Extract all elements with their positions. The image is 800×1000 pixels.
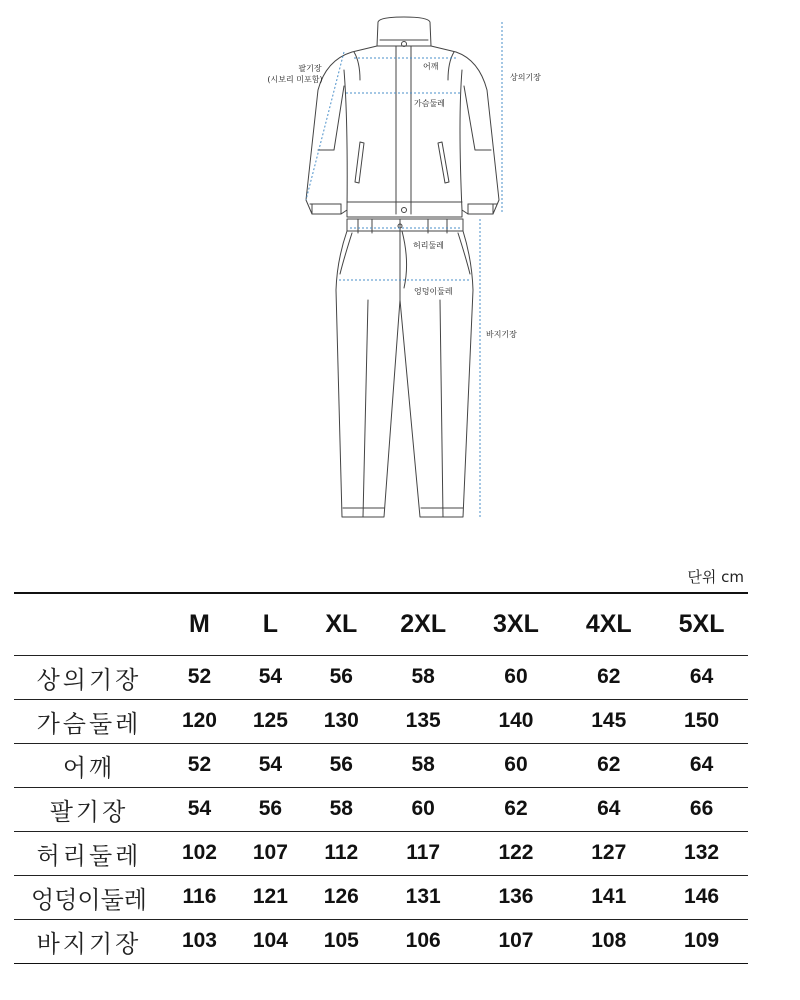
table-row [14, 919, 748, 963]
table-cell: 54 [258, 665, 283, 688]
jacket-pocket-left [355, 142, 364, 183]
size-col-xl: XL [325, 609, 358, 638]
table-cell: 108 [591, 929, 627, 952]
table-cell: 62 [597, 753, 621, 776]
table-cell: 127 [591, 841, 627, 864]
table-row [14, 743, 748, 787]
table-row [14, 831, 748, 875]
unit-label: 단위 cm [687, 568, 744, 586]
pants-left-leg [336, 231, 400, 517]
table-cell: 120 [181, 709, 217, 732]
table-cell: 58 [411, 753, 435, 776]
table-cell: 60 [411, 797, 435, 820]
size-col-2xl: 2XL [400, 609, 447, 638]
row-label: 바지기장 [36, 929, 142, 958]
table-cell: 140 [498, 709, 534, 732]
table-cell: 64 [689, 665, 714, 688]
table-cell: 58 [329, 797, 353, 820]
table-cell: 60 [504, 753, 528, 776]
row-label: 상의기장 [36, 665, 142, 694]
table-cell: 135 [405, 709, 441, 732]
label-hip: 엉덩이둘레 [414, 287, 453, 296]
table-cell: 52 [187, 753, 212, 776]
table-corner [14, 593, 164, 655]
table-cell: 60 [504, 665, 528, 688]
jacket-zipper [396, 46, 411, 214]
label-top-length: 상의기장 [510, 73, 541, 82]
jacket-pocket-right [438, 142, 449, 183]
table-cell: 136 [498, 885, 534, 908]
table-cell: 56 [258, 797, 283, 820]
pants-waistband [347, 219, 463, 231]
table-cell: 62 [597, 665, 621, 688]
size-table [14, 592, 748, 964]
label-chest: 가슴둘레 [414, 99, 445, 108]
table-cell: 130 [323, 709, 359, 732]
label-waist: 허리둘레 [413, 241, 444, 250]
size-col-3xl: 3XL [493, 609, 539, 638]
table-row [14, 655, 748, 699]
table-cell: 150 [684, 709, 720, 732]
table-cell: 107 [252, 841, 288, 864]
table-cell: 54 [258, 753, 283, 776]
row-label: 가슴둘레 [36, 709, 142, 738]
table-cell: 122 [498, 841, 534, 864]
row-label: 어깨 [62, 753, 116, 782]
table-row [14, 787, 748, 831]
table-cell: 109 [684, 929, 720, 952]
table-cell: 126 [323, 885, 359, 908]
size-col-m: M [189, 609, 210, 638]
table-cell: 105 [323, 929, 359, 952]
table-cell: 107 [498, 929, 534, 952]
table-cell: 62 [504, 797, 528, 820]
table-cell: 104 [252, 929, 288, 952]
label-sleeve: 팔기장 [298, 64, 322, 73]
table-cell: 56 [329, 665, 353, 688]
label-sleeve-note: (시보리 미포함) [267, 75, 323, 84]
table-cell: 131 [405, 885, 441, 908]
table-cell: 52 [187, 665, 212, 688]
table-cell: 112 [324, 841, 359, 864]
size-col-5xl: 5XL [678, 609, 725, 638]
table-cell: 125 [252, 709, 288, 732]
table-cell: 106 [405, 929, 441, 952]
label-pants-length: 바지기장 [486, 330, 517, 339]
table-row [14, 875, 748, 919]
table-cell: 56 [329, 753, 353, 776]
table-cell: 145 [591, 709, 627, 732]
size-col-l: L [262, 609, 279, 638]
table-row [14, 699, 748, 743]
table-cell: 132 [684, 841, 720, 864]
table-cell: 66 [689, 797, 714, 820]
table-cell: 64 [597, 797, 621, 820]
size-col-4xl: 4XL [585, 609, 632, 638]
table-cell: 146 [684, 885, 720, 908]
table-cell: 103 [181, 929, 217, 952]
size-header-row [14, 593, 748, 655]
pants-right-leg [400, 231, 473, 517]
table-cell: 117 [406, 841, 441, 864]
table-cell: 58 [411, 665, 435, 688]
table-cell: 116 [182, 885, 217, 908]
table-cell: 102 [181, 841, 217, 864]
row-label: 엉덩이둘레 [31, 885, 147, 914]
row-label: 허리둘레 [36, 841, 142, 870]
row-label: 팔기장 [49, 797, 129, 826]
table-cell: 54 [187, 797, 212, 820]
table-cell: 141 [591, 885, 627, 908]
label-shoulder: 어깨 [423, 62, 439, 71]
table-cell: 64 [689, 753, 714, 776]
table-cell: 121 [252, 885, 288, 908]
